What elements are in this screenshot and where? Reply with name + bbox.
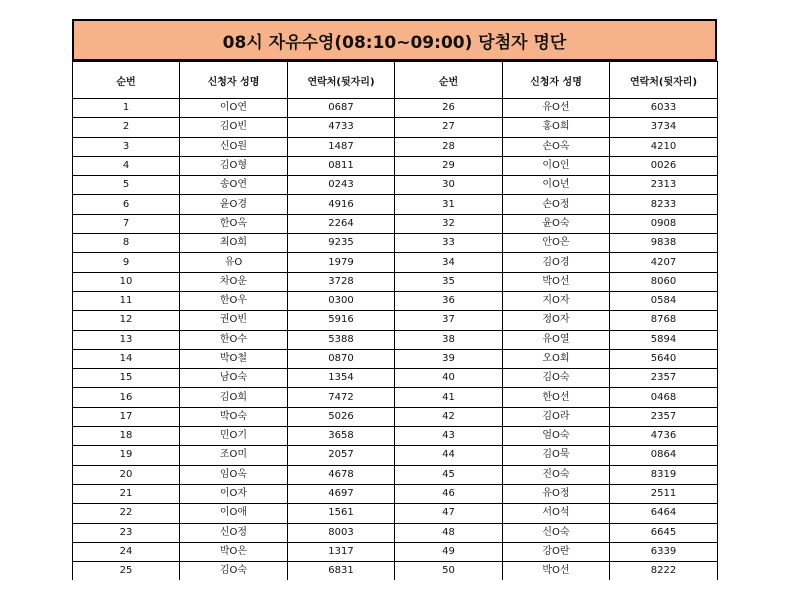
cell-contact-right: 4210	[610, 137, 718, 156]
cell-number-left: 17	[73, 407, 180, 426]
cell-name-right: 이O년	[503, 176, 610, 195]
cell-number-right: 44	[395, 446, 503, 465]
sheet-title: 08시 자유수영(08:10~09:00) 당첨자 명단	[72, 19, 717, 61]
cell-contact-left: 5388	[288, 330, 395, 349]
cell-number-left: 10	[73, 272, 180, 291]
cell-name-left: 박O은	[180, 542, 288, 561]
cell-contact-right: 8233	[610, 195, 718, 214]
cell-name-left: 김O희	[180, 388, 288, 407]
cell-name-right: 유O열	[503, 330, 610, 349]
table-row	[73, 484, 718, 503]
header-name-left: 신청자 성명	[180, 62, 288, 99]
cell-number-left: 16	[73, 388, 180, 407]
cell-contact-right: 0026	[610, 156, 718, 175]
cell-contact-left: 3728	[288, 272, 395, 291]
cell-contact-right: 8768	[610, 311, 718, 330]
cell-number-left: 6	[73, 195, 180, 214]
cell-number-left: 12	[73, 311, 180, 330]
table-row	[73, 99, 718, 118]
winner-table	[72, 61, 718, 580]
cell-name-right: 정O자	[503, 311, 610, 330]
cell-name-right: 이O인	[503, 156, 610, 175]
cell-contact-left: 4678	[288, 465, 395, 484]
cell-number-left: 24	[73, 542, 180, 561]
table-row	[73, 349, 718, 368]
table-row	[73, 446, 718, 465]
cell-name-right: 박O선	[503, 562, 610, 581]
cell-contact-left: 0300	[288, 291, 395, 310]
cell-number-right: 46	[395, 484, 503, 503]
cell-number-right: 40	[395, 369, 503, 388]
cell-contact-right: 2313	[610, 176, 718, 195]
cell-number-right: 26	[395, 99, 503, 118]
cell-name-right: 김O묵	[503, 446, 610, 465]
cell-contact-left: 1354	[288, 369, 395, 388]
cell-name-right: 손O옥	[503, 137, 610, 156]
cell-number-left: 19	[73, 446, 180, 465]
cell-number-right: 37	[395, 311, 503, 330]
cell-number-right: 38	[395, 330, 503, 349]
cell-contact-right: 6645	[610, 523, 718, 542]
cell-contact-left: 1561	[288, 504, 395, 523]
cell-name-left: 신O정	[180, 523, 288, 542]
table-row	[73, 156, 718, 175]
cell-number-left: 20	[73, 465, 180, 484]
cell-number-left: 1	[73, 99, 180, 118]
cell-number-right: 47	[395, 504, 503, 523]
cell-name-left: 조O미	[180, 446, 288, 465]
cell-name-left: 이O연	[180, 99, 288, 118]
cell-name-right: 유O정	[503, 484, 610, 503]
cell-number-right: 45	[395, 465, 503, 484]
header-contact-right: 연락처(뒷자리)	[610, 62, 718, 99]
cell-name-right: 서O석	[503, 504, 610, 523]
cell-number-right: 43	[395, 427, 503, 446]
table-row	[73, 562, 718, 581]
cell-number-right: 33	[395, 234, 503, 253]
cell-name-left: 차O운	[180, 272, 288, 291]
header-number-right: 순번	[395, 62, 503, 99]
cell-number-left: 18	[73, 427, 180, 446]
cell-number-right: 27	[395, 118, 503, 137]
cell-contact-right: 2357	[610, 407, 718, 426]
cell-number-right: 42	[395, 407, 503, 426]
cell-name-left: 한O수	[180, 330, 288, 349]
cell-contact-left: 1979	[288, 253, 395, 272]
cell-contact-left: 6831	[288, 562, 395, 581]
cell-contact-left: 3658	[288, 427, 395, 446]
table-body	[73, 99, 718, 581]
cell-name-right: 진O숙	[503, 465, 610, 484]
table-row	[73, 504, 718, 523]
cell-number-right: 36	[395, 291, 503, 310]
cell-name-left: 유O	[180, 253, 288, 272]
cell-contact-left: 1487	[288, 137, 395, 156]
cell-name-left: 윤O경	[180, 195, 288, 214]
table-row	[73, 234, 718, 253]
cell-number-left: 5	[73, 176, 180, 195]
cell-name-right: 유O선	[503, 99, 610, 118]
cell-name-left: 송O연	[180, 176, 288, 195]
cell-contact-left: 4733	[288, 118, 395, 137]
cell-contact-right: 4736	[610, 427, 718, 446]
table-row	[73, 388, 718, 407]
cell-contact-left: 8003	[288, 523, 395, 542]
cell-name-right: 김O라	[503, 407, 610, 426]
cell-number-right: 50	[395, 562, 503, 581]
cell-contact-right: 0908	[610, 214, 718, 233]
cell-contact-left: 0687	[288, 99, 395, 118]
cell-contact-right: 8222	[610, 562, 718, 581]
table-row	[73, 523, 718, 542]
cell-name-left: 김O빈	[180, 118, 288, 137]
cell-number-right: 35	[395, 272, 503, 291]
cell-contact-left: 4916	[288, 195, 395, 214]
cell-number-right: 41	[395, 388, 503, 407]
cell-name-right: 홍O희	[503, 118, 610, 137]
table-row	[73, 311, 718, 330]
cell-number-left: 21	[73, 484, 180, 503]
cell-name-left: 남O숙	[180, 369, 288, 388]
cell-contact-left: 7472	[288, 388, 395, 407]
table-row	[73, 214, 718, 233]
cell-contact-left: 1317	[288, 542, 395, 561]
cell-number-left: 8	[73, 234, 180, 253]
table-row	[73, 118, 718, 137]
table-row	[73, 369, 718, 388]
cell-number-right: 30	[395, 176, 503, 195]
cell-name-right: 손O정	[503, 195, 610, 214]
header-contact-left: 연락처(뒷자리)	[288, 62, 395, 99]
cell-name-right: 오O회	[503, 349, 610, 368]
cell-name-left: 한O우	[180, 291, 288, 310]
cell-number-left: 2	[73, 118, 180, 137]
cell-contact-right: 4207	[610, 253, 718, 272]
table-row	[73, 195, 718, 214]
cell-contact-right: 5894	[610, 330, 718, 349]
cell-name-right: 한O선	[503, 388, 610, 407]
cell-contact-right: 0584	[610, 291, 718, 310]
header-row	[73, 62, 718, 99]
table-row	[73, 427, 718, 446]
cell-name-left: 민O기	[180, 427, 288, 446]
table-row	[73, 253, 718, 272]
cell-name-left: 최O희	[180, 234, 288, 253]
cell-contact-right: 3734	[610, 118, 718, 137]
table-row	[73, 291, 718, 310]
cell-number-left: 11	[73, 291, 180, 310]
cell-number-left: 3	[73, 137, 180, 156]
cell-name-left: 김O형	[180, 156, 288, 175]
cell-number-left: 14	[73, 349, 180, 368]
header-number-left: 순번	[73, 62, 180, 99]
cell-name-left: 김O숙	[180, 562, 288, 581]
cell-name-left: 이O애	[180, 504, 288, 523]
cell-name-right: 김O경	[503, 253, 610, 272]
cell-name-right: 박O선	[503, 272, 610, 291]
cell-name-left: 권O빈	[180, 311, 288, 330]
cell-contact-right: 2357	[610, 369, 718, 388]
cell-contact-right: 6464	[610, 504, 718, 523]
cell-contact-left: 0811	[288, 156, 395, 175]
cell-name-right: 안O은	[503, 234, 610, 253]
cell-name-right: 강O란	[503, 542, 610, 561]
table-row	[73, 407, 718, 426]
cell-contact-right: 6033	[610, 99, 718, 118]
cell-contact-right: 6339	[610, 542, 718, 561]
header-name-right: 신청자 성명	[503, 62, 610, 99]
cell-contact-left: 0243	[288, 176, 395, 195]
table-row	[73, 465, 718, 484]
cell-name-left: 임O옥	[180, 465, 288, 484]
table-row	[73, 272, 718, 291]
cell-contact-right: 0468	[610, 388, 718, 407]
cell-number-left: 9	[73, 253, 180, 272]
cell-name-left: 이O자	[180, 484, 288, 503]
cell-number-left: 4	[73, 156, 180, 175]
cell-contact-right: 8060	[610, 272, 718, 291]
cell-contact-right: 8319	[610, 465, 718, 484]
cell-contact-right: 9838	[610, 234, 718, 253]
cell-contact-left: 0870	[288, 349, 395, 368]
winner-list-sheet	[72, 19, 717, 580]
cell-number-right: 49	[395, 542, 503, 561]
cell-contact-left: 2057	[288, 446, 395, 465]
cell-name-left: 신O원	[180, 137, 288, 156]
cell-name-left: 박O철	[180, 349, 288, 368]
table-row	[73, 176, 718, 195]
cell-number-right: 34	[395, 253, 503, 272]
cell-number-right: 29	[395, 156, 503, 175]
cell-name-left: 한O옥	[180, 214, 288, 233]
cell-contact-right: 5640	[610, 349, 718, 368]
cell-name-right: 엄O숙	[503, 427, 610, 446]
cell-contact-left: 5026	[288, 407, 395, 426]
table-row	[73, 330, 718, 349]
cell-name-right: 신O숙	[503, 523, 610, 542]
cell-contact-left: 4697	[288, 484, 395, 503]
cell-contact-left: 9235	[288, 234, 395, 253]
cell-number-right: 32	[395, 214, 503, 233]
cell-number-left: 22	[73, 504, 180, 523]
cell-number-right: 28	[395, 137, 503, 156]
cell-number-left: 23	[73, 523, 180, 542]
cell-number-right: 31	[395, 195, 503, 214]
cell-number-left: 25	[73, 562, 180, 581]
table-row	[73, 542, 718, 561]
cell-contact-left: 2264	[288, 214, 395, 233]
cell-name-right: 윤O숙	[503, 214, 610, 233]
cell-contact-right: 0864	[610, 446, 718, 465]
cell-number-left: 15	[73, 369, 180, 388]
cell-number-right: 48	[395, 523, 503, 542]
cell-name-left: 박O숙	[180, 407, 288, 426]
table-row	[73, 137, 718, 156]
cell-contact-right: 2511	[610, 484, 718, 503]
cell-number-left: 7	[73, 214, 180, 233]
cell-contact-left: 5916	[288, 311, 395, 330]
cell-number-right: 39	[395, 349, 503, 368]
cell-number-left: 13	[73, 330, 180, 349]
cell-name-right: 지O자	[503, 291, 610, 310]
cell-name-right: 김O숙	[503, 369, 610, 388]
